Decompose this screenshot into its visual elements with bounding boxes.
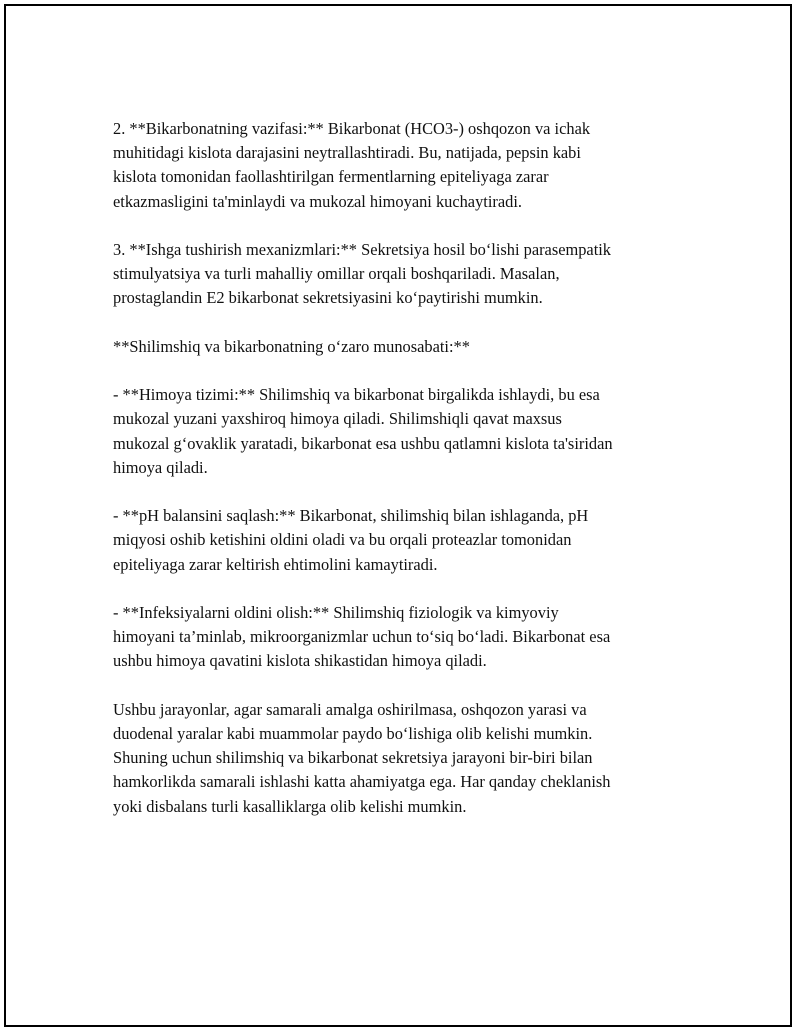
list-item-ph-balance: - **pH balansini saqlash:** Bikarbonat, shilimshiq bilan ishlaganda, pH miqyosi oshib ketishini oldini oladi va bu orqali proteazlar tomonidan epiteliyaga zarar keltirish ehtimolini kamaytiradi. [113,506,589,574]
paragraph-conclusion: Ushbu jarayonlar, agar samarali amalga oshirilmasa, oshqozon yarasi va duodenal yaralar kabi muammolar paydo bo‘lishiga olib kelishi mumkin. Shuning uchun shilimshiq va bikarbonat sekretsiya jarayoni bir-biri bilan hamkorlikda samarali ishlashi katta ahamiyatga ega. Har qanday cheklanish yoki disbalans turli kasalliklarga olib kelishi mumkin. [113,699,611,816]
paragraph-activation-mechanisms: 3. **Ishga tushirish mexanizmlari:** Sekretsiya hosil bo‘lishi parasempatik stimulyatsiya va turli mahalliy omillar orqali boshqariladi. Masalan, prostaglandin E2 bikarbonat sekretsiyasini ko‘paytirishi mumkin. [113,240,612,308]
list-item-infection-prevention: - **Infeksiyalarni oldini olish:** Shilimshiq fiziologik va kimyoviy himoyani ta’minlab, mikroorganizmlar uchun to‘siq bo‘ladi. Bikarbonat esa ushbu himoya qavatini kislota shikastidan himoya qiladi. [113,602,611,671]
paragraph-bicarbonate-function: 2. **Bikarbonatning vazifasi:** Bikarbonat (HCO3-) oshqozon va ichak muhitidagi kislota darajasini neytrallashtiradi. Bu, natijada, pepsin kabi kislota tomonidan faollashtirilgan fermentlarning epiteliyaga zarar etkazmasligini ta'minlaydi va mukozal himoyani kuchaytiradi. [113,119,591,211]
section-heading-interaction: **Shilimshiq va bikarbonatning o‘zaro munosabati:** [113,336,470,356]
list-item-protection-system: - **Himoya tizimi:** Shilimshiq va bikarbonat birgalikda ishlaydi, bu esa mukozal yuzani yaxshiroq himoya qiladi. Shilimshiqli qavat maxsus mukozal g‘ovaklik yaratadi, bikarbonat esa ushbu qatlamni kislota ta'siridan himoya qiladi. [113,385,613,477]
document-body [113,117,693,843]
